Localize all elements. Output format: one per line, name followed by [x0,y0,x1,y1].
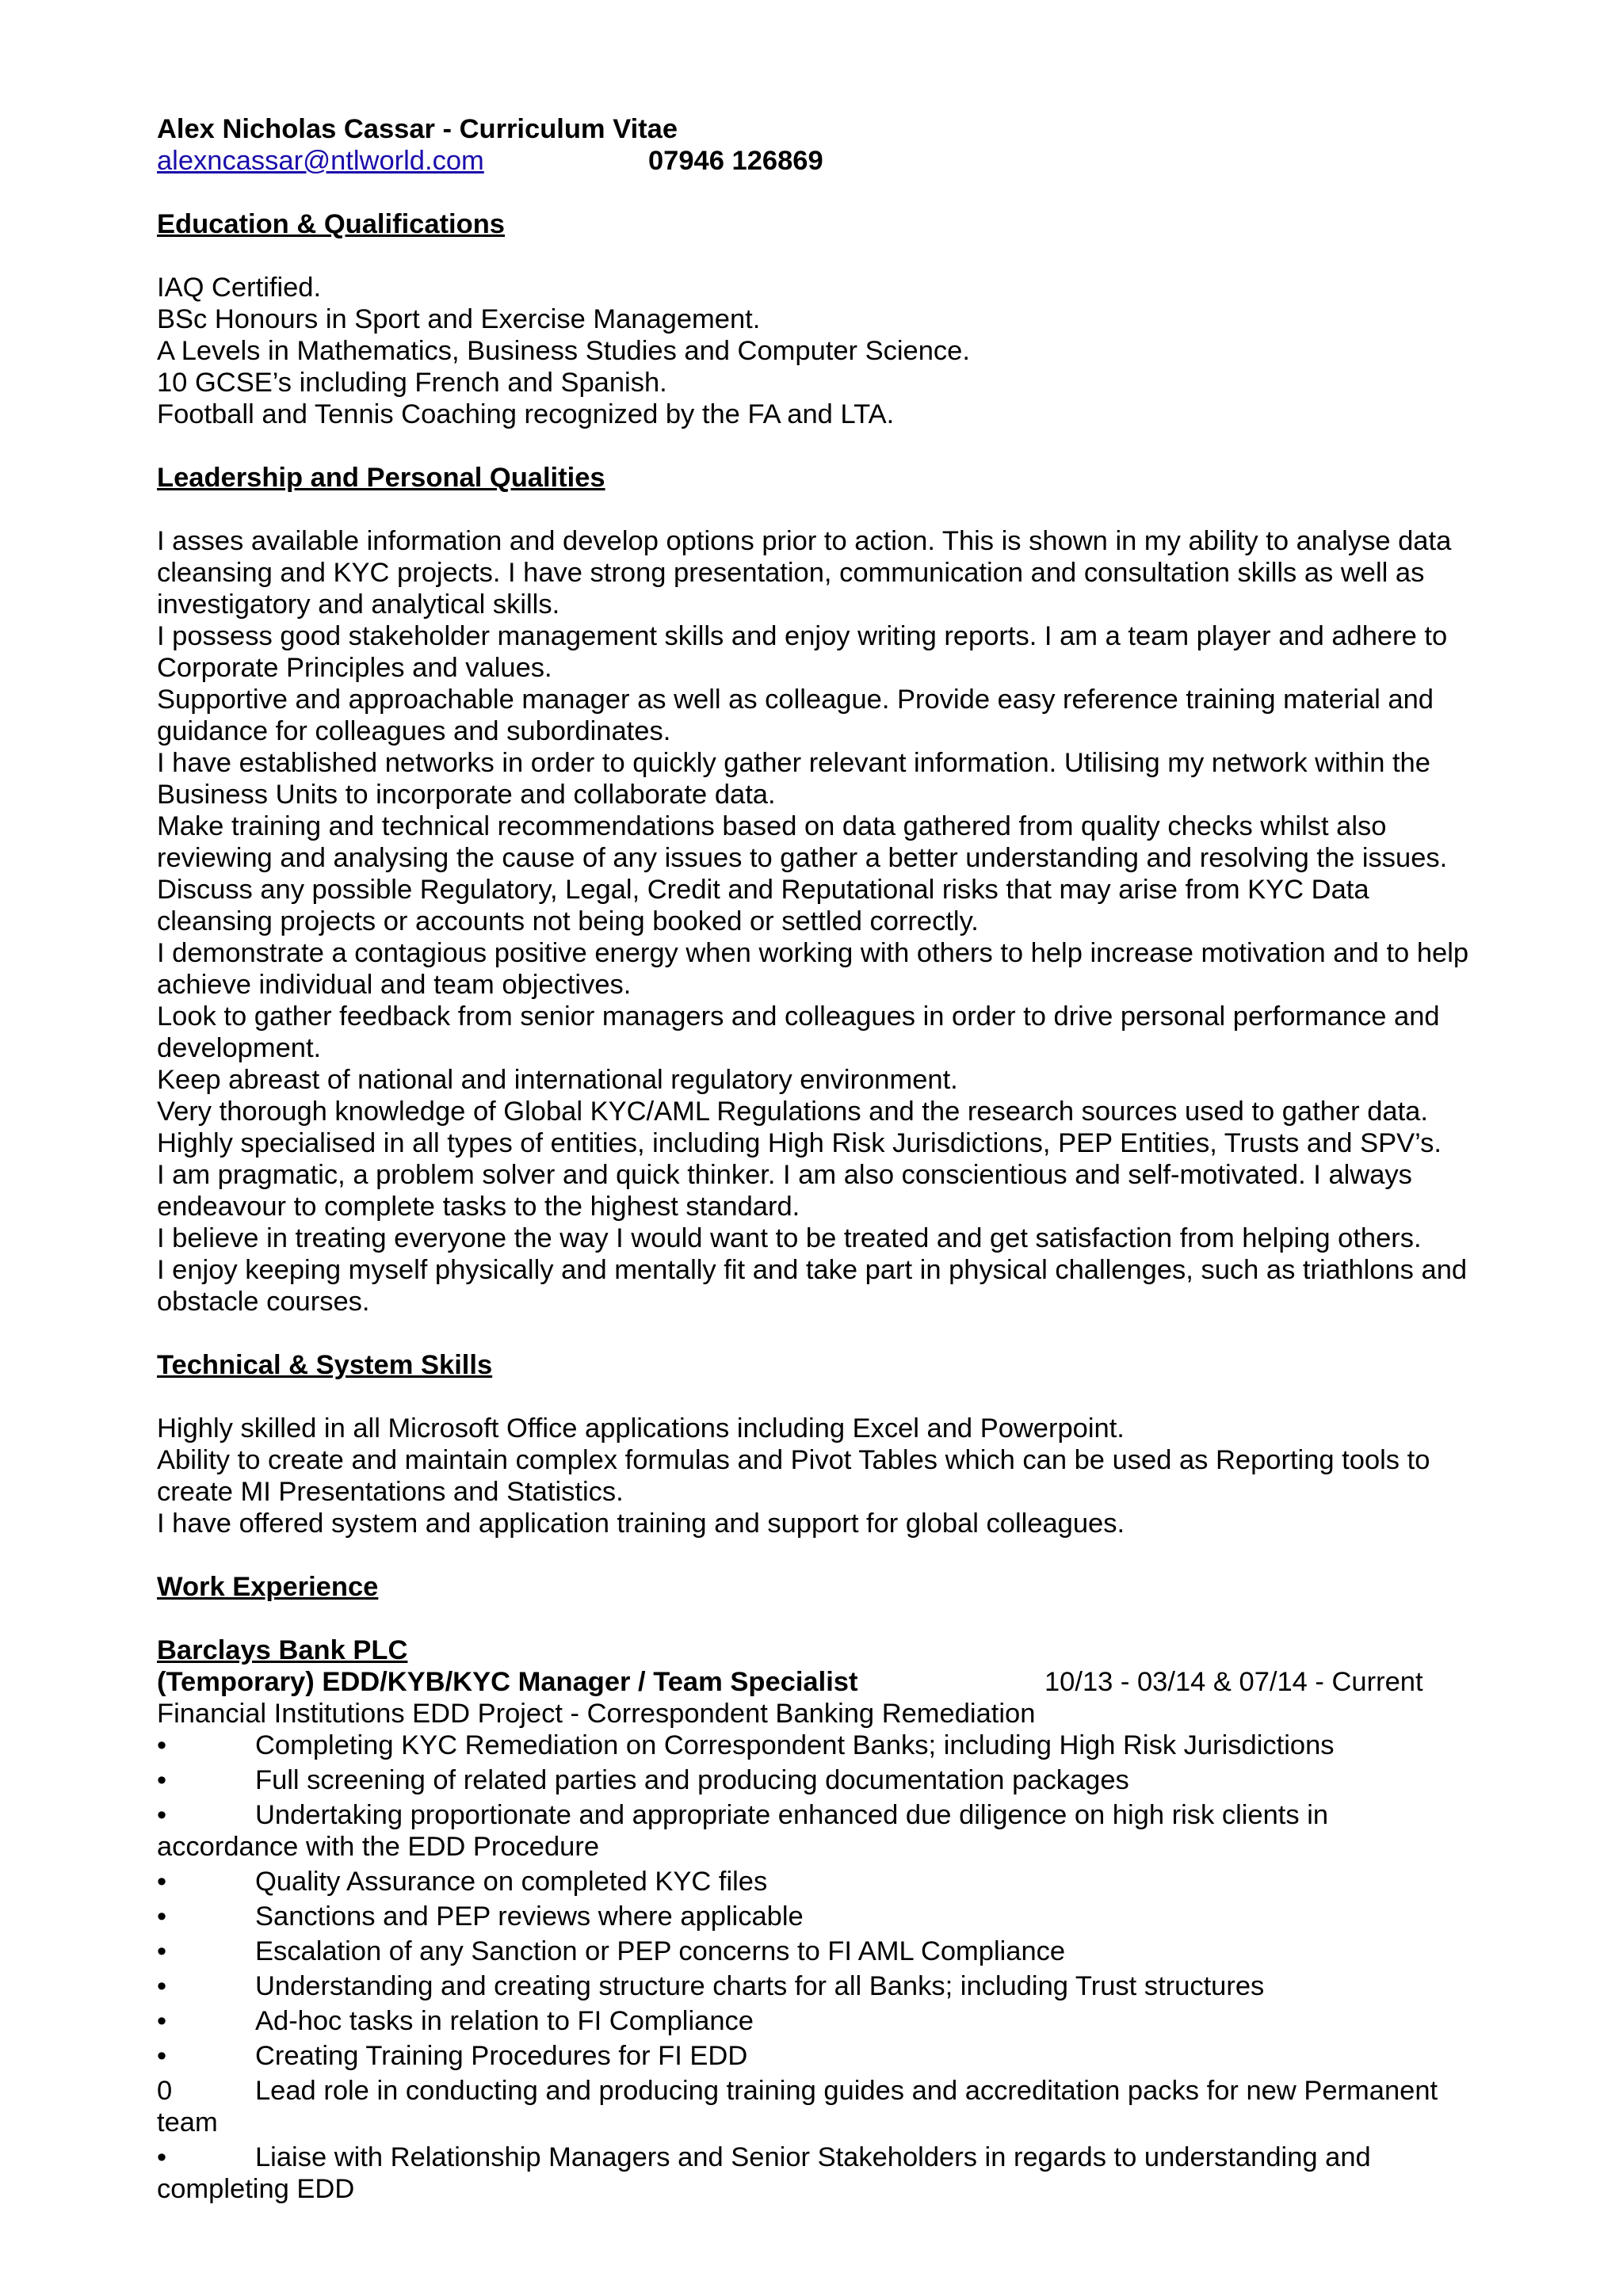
list-item [157,2075,1488,2138]
duty-text: Sanctions and PEP reviews where applicable [255,1901,804,1932]
duties-list [157,1730,1488,2205]
education-item: BSc Honours in Sport and Exercise Management. [157,304,761,334]
list-item [157,1936,1488,1967]
duty-text-continued: team [157,2107,218,2138]
education-heading: Education & Qualifications [157,209,505,239]
leadership-line: Corporate Principles and values. [157,653,552,683]
bullet-icon: • [157,1800,167,1830]
spacer [157,177,1488,208]
leadership-line: cleansing projects or accounts not being booked or settled correctly. [157,906,979,936]
spacer [157,430,1488,462]
education-item: IAQ Certified. [157,273,322,303]
leadership-line: guidance for colleagues and subordinates. [157,716,671,746]
bullet-icon: 0 [157,2076,173,2106]
list-item [157,2142,1488,2205]
leadership-line: I asses available information and develop options prior to action. This is shown in my ability to analyse data [157,526,1452,556]
bullet-icon: • [157,2006,167,2036]
spacer [157,1603,1488,1634]
bullet-icon: • [157,1765,167,1795]
leadership-line: cleansing and KYC projects. I have strong presentation, communication and consultation skills as well as [157,558,1425,588]
leadership-line: Discuss any possible Regulatory, Legal, Credit and Reputational risks that may arise from KYC Data [157,875,1369,905]
leadership-line: Make training and technical recommendations based on data gathered from quality checks whilst also [157,811,1387,841]
leadership-line: I believe in treating everyone the way I would want to be treated and get satisfaction from helping others. [157,1223,1422,1253]
employer-name: Barclays Bank PLC [157,1635,408,1665]
leadership-line: I possess good stakeholder management skills and enjoy writing reports. I am a team player and adhere to [157,621,1448,651]
leadership-line: Very thorough knowledge of Global KYC/AML Regulations and the research sources used to gather data. [157,1097,1428,1127]
bullet-icon: • [157,1936,167,1966]
duty-text: Ad-hoc tasks in relation to FI Compliance [255,2006,754,2036]
work-heading: Work Experience [157,1572,379,1602]
duty-text-continued: completing EDD [157,2174,355,2204]
bullet-icon: • [157,1901,167,1932]
duty-text: Full screening of related parties and producing documentation packages [255,1765,1129,1795]
duty-text: Liaise with Relationship Managers and Senior Stakeholders in regards to understanding and [255,2142,1371,2172]
bullet-icon: • [157,2041,167,2071]
duty-text: Quality Assurance on completed KYC files [255,1867,768,1897]
cv-title: Alex Nicholas Cassar - Curriculum Vitae [157,114,678,144]
spacer [157,494,1488,525]
leadership-text [157,525,1488,1318]
leadership-line: I have established networks in order to quickly gather relevant information. Utilising my network within the [157,748,1430,778]
project-name: Financial Institutions EDD Project - Correspondent Banking Remediation [157,1699,1036,1729]
email-link[interactable]: alexncassar@ntlworld.com [157,146,484,176]
leadership-line: Supportive and approachable manager as well as colleague. Provide easy reference training material and [157,685,1434,715]
technical-text [157,1413,1488,1539]
list-item [157,1799,1488,1863]
spacer [157,240,1488,272]
list-item [157,2040,1488,2072]
leadership-line: Keep abreast of national and international regulatory environment. [157,1065,958,1095]
list-item [157,2005,1488,2037]
duty-text: Completing KYC Remediation on Correspondent Banks; including High Risk Jurisdictions [255,1730,1335,1760]
technical-heading: Technical & System Skills [157,1350,493,1380]
bullet-icon: • [157,1730,167,1760]
list-item [157,1901,1488,1932]
leadership-line: Look to gather feedback from senior managers and colleagues in order to drive personal performance and [157,1001,1440,1032]
leadership-line: Highly specialised in all types of entities, including High Risk Jurisdictions, PEP Entities, Trusts and SPV’s. [157,1128,1442,1158]
contact-line [157,145,1488,177]
technical-line: Ability to create and maintain complex formulas and Pivot Tables which can be used as Reporting tools to [157,1445,1430,1475]
education-item: A Levels in Mathematics, Business Studies and Computer Science. [157,336,970,366]
leadership-line: I enjoy keeping myself physically and mentally fit and take part in physical challenges, such as triathlons and [157,1255,1468,1285]
education-item: Football and Tennis Coaching recognized by the FA and LTA. [157,399,895,429]
duty-text: Understanding and creating structure charts for all Banks; including Trust structures [255,1971,1265,2001]
leadership-line: I demonstrate a contagious positive energy when working with others to help increase motivation and to help [157,938,1469,968]
leadership-heading: Leadership and Personal Qualities [157,463,605,493]
leadership-line: investigatory and analytical skills. [157,589,560,620]
role-title: (Temporary) EDD/KYB/KYC Manager / Team Specialist [157,1667,858,1697]
duty-text: Creating Training Procedures for FI EDD [255,2041,748,2071]
duty-text: Undertaking proportionate and appropriate enhanced due diligence on high risk clients in [255,1800,1329,1830]
list-item [157,1730,1488,1761]
list-item [157,1970,1488,2002]
leadership-line: obstacle courses. [157,1287,370,1317]
leadership-line: I am pragmatic, a problem solver and quick thinker. I am also conscientious and self-motivated. I always [157,1160,1412,1190]
leadership-line: Business Units to incorporate and collaborate data. [157,780,776,810]
spacer [157,1381,1488,1413]
technical-line: I have offered system and application training and support for global colleagues. [157,1508,1125,1539]
bullet-icon: • [157,1867,167,1897]
technical-line: Highly skilled in all Microsoft Office applications including Excel and Powerpoint. [157,1413,1125,1444]
education-item: 10 GCSE’s including French and Spanish. [157,368,667,398]
bullet-icon: • [157,2142,167,2172]
leadership-line: achieve individual and team objectives. [157,970,632,1000]
spacer [157,1318,1488,1349]
duty-text: Lead role in conducting and producing training guides and accreditation packs for new Permanent [255,2076,1438,2106]
phone-number: 07946 126869 [648,146,823,176]
list-item [157,1764,1488,1796]
spacer [157,1539,1488,1571]
list-item [157,1866,1488,1897]
role-line [157,1666,1488,1698]
duty-text-continued: accordance with the EDD Procedure [157,1832,600,1862]
duty-text: Escalation of any Sanction or PEP concerns to FI AML Compliance [255,1936,1066,1966]
technical-line: create MI Presentations and Statistics. [157,1477,624,1507]
leadership-line: development. [157,1033,322,1063]
bullet-icon: • [157,1971,167,2001]
leadership-line: reviewing and analysing the cause of any issues to gather a better understanding and resolving the issues. [157,843,1448,873]
education-list [157,272,1488,430]
cv-page [157,113,1488,2208]
leadership-line: endeavour to complete tasks to the highest standard. [157,1192,800,1222]
role-dates: 10/13 - 03/14 & 07/14 - Current [1044,1667,1423,1697]
